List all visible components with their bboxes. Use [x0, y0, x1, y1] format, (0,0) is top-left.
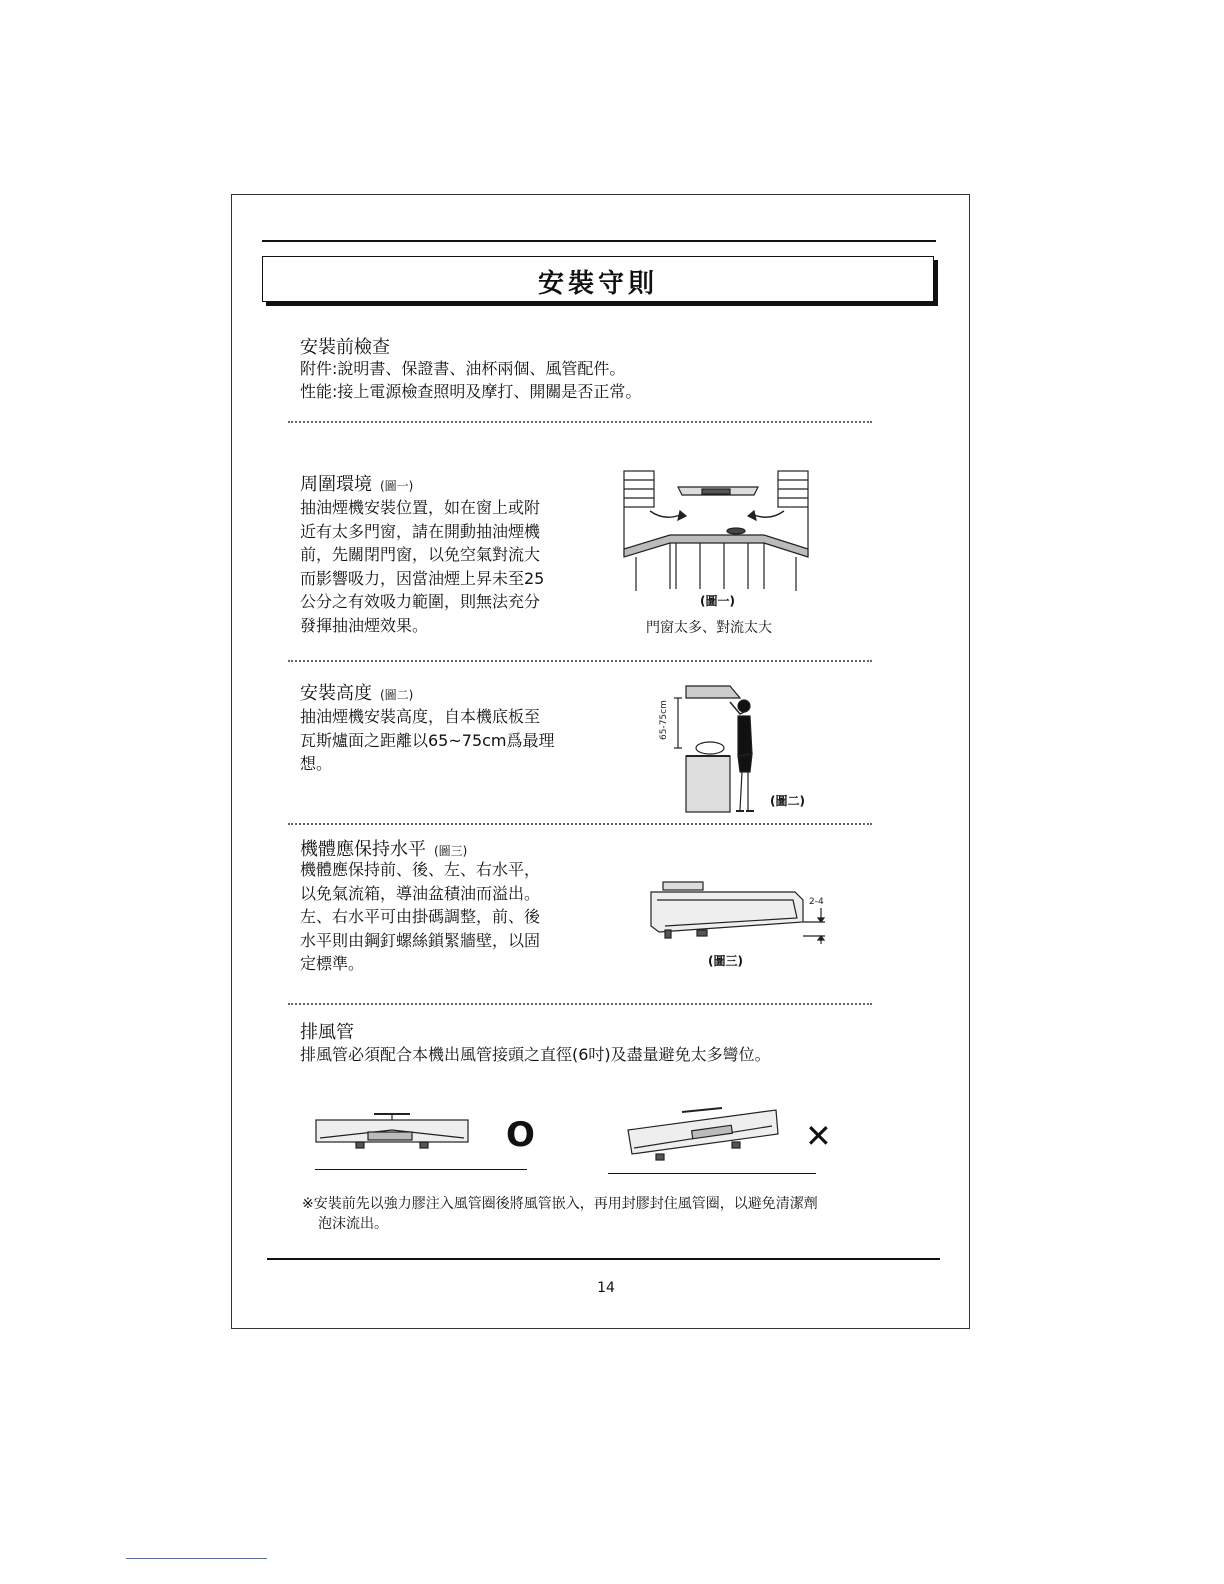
fig2-label: (圖二): [770, 794, 805, 808]
surroundings-ref: (圖一): [380, 479, 414, 493]
correct-mark: O: [506, 1115, 535, 1155]
text-line: 抽油煙機安裝位置，如在窗上或附: [300, 498, 541, 517]
text-line: 定標準。: [300, 954, 365, 973]
text-line: 近有太多門窗，請在開動抽油煙機: [300, 521, 541, 541]
wrong-mark: ✕: [805, 1117, 832, 1155]
duct-text: 排風管必須配合本機出風管接頭之直徑(6吋)及盡量避免太多彎位。: [300, 1045, 771, 1064]
text-line: 水平則由鋼釘螺絲鎖緊牆壁，以固: [300, 930, 541, 950]
height-illustration: [658, 676, 768, 816]
title-box: [262, 256, 934, 302]
level-ref: (圖三): [434, 844, 468, 858]
text-line: 左、右水平可由掛碼調整，前、後: [300, 907, 541, 926]
surroundings-title: 周圍環境: [300, 474, 372, 495]
pre-check-line-1: 附件:說明書、保證書、油杯兩個、風管配件。: [300, 359, 626, 378]
text-line: 機體應保持前、後、左、右水平，: [300, 860, 541, 879]
pre-check-heading: 安裝前檢查: [300, 337, 390, 358]
fig3-label: (圖三): [708, 954, 743, 968]
page-number: 14: [597, 1280, 615, 1296]
correct-underline: [315, 1169, 527, 1170]
surroundings-heading: [300, 470, 413, 496]
fig2-dimension: 65-75cm: [659, 700, 669, 740]
duct-wrong-illustration: [622, 1104, 782, 1170]
level-illustration: [645, 878, 835, 948]
text-line: 想。: [300, 754, 333, 773]
top-rule: [262, 240, 936, 242]
duct-heading: 排風管: [300, 1022, 354, 1043]
note-line-1: ※安裝前先以強力膠注入風管圈後將風管嵌入，再用封膠封住風管圈，以避免清潔劑: [302, 1196, 818, 1212]
height-heading: [300, 679, 413, 705]
text-line: 前，先關閉門窗，以免空氣對流大: [300, 545, 541, 564]
text-line: 抽油煙機安裝高度，自本機底板至: [300, 707, 541, 726]
divider-2: [288, 660, 872, 662]
surroundings-text: [300, 496, 544, 637]
kitchen-illustration: [620, 465, 815, 595]
fig3-dimension: 2-4: [809, 897, 824, 907]
note-line-2: 泡沫流出。: [318, 1216, 388, 1232]
text-line: 以免氣流箱，導油盆積油而溢出。: [300, 883, 541, 903]
text-line: 瓦斯爐面之距離以65~75cm爲最理: [300, 730, 555, 750]
bottom-rule: [267, 1258, 940, 1260]
height-text: [300, 705, 555, 776]
wrong-underline: [608, 1173, 816, 1174]
fig1-label: (圖一): [700, 594, 735, 608]
pre-check-line-2: 性能:接上電源檢查照明及摩打、開關是否正常。: [300, 382, 642, 401]
height-ref: (圖二): [380, 688, 414, 702]
divider-4: [288, 1003, 872, 1005]
duct-correct-illustration: [312, 1108, 472, 1154]
page-title: 安裝守則: [537, 269, 658, 299]
footer-link-line: [126, 1558, 267, 1559]
height-title: 安裝高度: [300, 683, 372, 704]
text-line: 而影響吸力，因當油煙上昇未至25: [300, 568, 545, 588]
text-line: 公分之有效吸力範圍，則無法充分: [300, 592, 541, 611]
level-text: [300, 858, 540, 976]
fig1-caption: 門窗太多、對流太大: [646, 620, 772, 636]
divider-3: [288, 823, 872, 825]
text-line: 發揮抽油煙效果。: [300, 615, 429, 635]
level-title: 機體應保持水平: [300, 839, 426, 860]
divider-1: [288, 421, 872, 423]
